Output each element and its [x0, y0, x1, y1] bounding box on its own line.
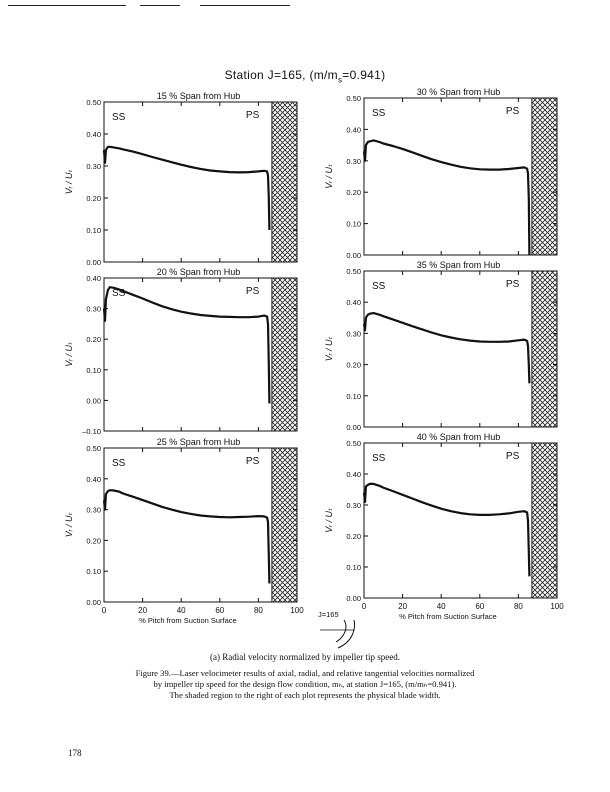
x-tick-label: 40	[436, 602, 446, 611]
chart-panel	[324, 260, 557, 432]
blade-region	[272, 278, 297, 431]
y-axis-label: Vᵣ / Uₜ	[64, 342, 74, 367]
y-tick-label: 0.00	[86, 258, 101, 267]
data-series-line	[104, 490, 269, 583]
ss-label: SS	[372, 281, 386, 292]
y-axis-label: Vᵣ / Uₜ	[64, 169, 74, 195]
y-axis-label: Vᵣ / Uₜ	[324, 164, 334, 189]
y-axis-label: Vᵣ / Uₜ	[324, 508, 334, 533]
data-series-line	[364, 140, 529, 255]
panel-title: 15 % Span from Hub	[156, 91, 241, 101]
y-tick-label: 0.50	[86, 98, 101, 107]
panel-title: 30 % Span from Hub	[416, 87, 501, 97]
y-tick-label: 0.00	[346, 423, 361, 432]
y-tick-label: 0.10	[86, 567, 101, 577]
ss-label: SS	[112, 288, 126, 299]
y-tick-label: 0.20	[346, 188, 361, 198]
y-tick-label: 0.30	[86, 505, 101, 515]
x-tick-label: 40	[176, 606, 186, 615]
chart-panel	[64, 437, 304, 625]
x-tick-label: 100	[550, 602, 564, 611]
ss-label: SS	[372, 453, 386, 464]
y-tick-label: 0.00	[346, 251, 361, 260]
y-tick-label: 0.10	[86, 365, 101, 375]
panel-title: 25 % Span from Hub	[156, 437, 241, 447]
ps-label: PS	[245, 286, 260, 297]
y-tick-label: 0.20	[346, 532, 361, 541]
y-tick-label: 0.40	[346, 298, 361, 308]
y-tick-label: 0.10	[346, 391, 361, 401]
y-tick-label: 0.10	[346, 563, 361, 572]
blade-region	[532, 443, 557, 598]
chart-panel	[64, 267, 297, 436]
y-axis-label: Vᵣ / Uₜ	[324, 336, 334, 362]
y-tick-label: 0.00	[86, 396, 101, 406]
caption-line-1: Figure 39.—Laser velocimeter results of axial, radial, and relative tangential velocities normalized	[135, 668, 475, 678]
y-tick-label: 0.30	[346, 329, 361, 339]
y-tick-label: 0.40	[86, 130, 101, 139]
y-axis-label: Vᵣ / Uₜ	[64, 512, 74, 538]
x-tick-label: 60	[215, 606, 225, 615]
y-tick-label: 0.50	[346, 94, 361, 103]
blade-region	[272, 102, 297, 262]
data-series-line	[104, 287, 269, 403]
hub-contour	[336, 620, 346, 642]
data-series-line	[364, 484, 529, 576]
page-number: 178	[68, 748, 82, 758]
y-tick-label: 0.50	[346, 267, 361, 276]
y-tick-label: 0.20	[86, 335, 101, 345]
y-tick-label: 0.50	[346, 439, 361, 448]
blade-region	[532, 98, 557, 255]
y-tick-label: 0.40	[346, 470, 361, 479]
y-tick-label: 0.40	[86, 274, 101, 283]
ps-label: PS	[505, 279, 520, 290]
blade-region	[272, 448, 297, 602]
panel-title: 35 % Span from Hub	[416, 260, 501, 270]
data-series-line	[364, 313, 529, 383]
y-tick-label: 0.30	[346, 501, 361, 510]
ps-label: PS	[245, 456, 260, 467]
y-tick-label: –0.10	[82, 427, 101, 436]
x-axis-label: % Pitch from Suction Surface	[399, 612, 497, 621]
ps-label: PS	[505, 451, 520, 462]
chart-panel	[324, 432, 564, 621]
y-tick-label: 0.20	[86, 536, 101, 546]
x-tick-label: 80	[513, 602, 523, 611]
x-tick-label: 20	[398, 602, 408, 611]
y-tick-label: 0.40	[86, 474, 101, 484]
figure-title: Station J=165, $(m/m_s=0.941)$	[224, 68, 386, 85]
x-tick-label: 0	[361, 602, 367, 611]
caption-line-2: by impeller tip speed for the design flow condition, mₕ, at station J=165, (m/mₕ=0.941).	[153, 679, 457, 689]
y-tick-label: 0.00	[346, 594, 361, 603]
chart-panel	[324, 87, 557, 260]
data-series-line	[104, 147, 269, 230]
y-tick-label: 0.30	[86, 304, 101, 314]
x-axis-label: % Pitch from Suction Surface	[139, 616, 237, 625]
subcaption: (a) Radial velocity normalized by impeller tip speed.	[210, 652, 400, 662]
ss-label: SS	[372, 108, 386, 119]
y-tick-label: 0.30	[86, 162, 101, 171]
y-tick-label: 0.40	[346, 125, 361, 135]
x-tick-label: 80	[253, 606, 263, 615]
ss-label: SS	[112, 458, 126, 469]
chart-panel	[64, 91, 297, 267]
x-tick-label: 60	[475, 602, 485, 611]
ps-label: PS	[245, 110, 260, 121]
x-tick-label: 20	[138, 606, 148, 615]
station-label: J=165	[318, 610, 339, 619]
y-tick-label: 0.30	[346, 156, 361, 166]
y-tick-label: 0.20	[346, 360, 361, 370]
blade-region	[532, 271, 557, 427]
y-tick-label: 0.50	[86, 444, 101, 453]
panel-title: 20 % Span from Hub	[156, 267, 241, 277]
caption-line-3: The shaded region to the right of each plot represents the physical blade width.	[169, 690, 441, 700]
y-tick-label: 0.20	[86, 194, 101, 203]
panel-title: 40 % Span from Hub	[416, 432, 501, 442]
y-tick-label: 0.10	[346, 219, 361, 229]
ps-label: PS	[505, 106, 520, 117]
x-tick-label: 0	[101, 606, 107, 615]
y-tick-label: 0.00	[86, 598, 101, 607]
ss-label: SS	[112, 112, 126, 123]
x-tick-label: 100	[290, 606, 304, 615]
y-tick-label: 0.10	[86, 226, 101, 235]
